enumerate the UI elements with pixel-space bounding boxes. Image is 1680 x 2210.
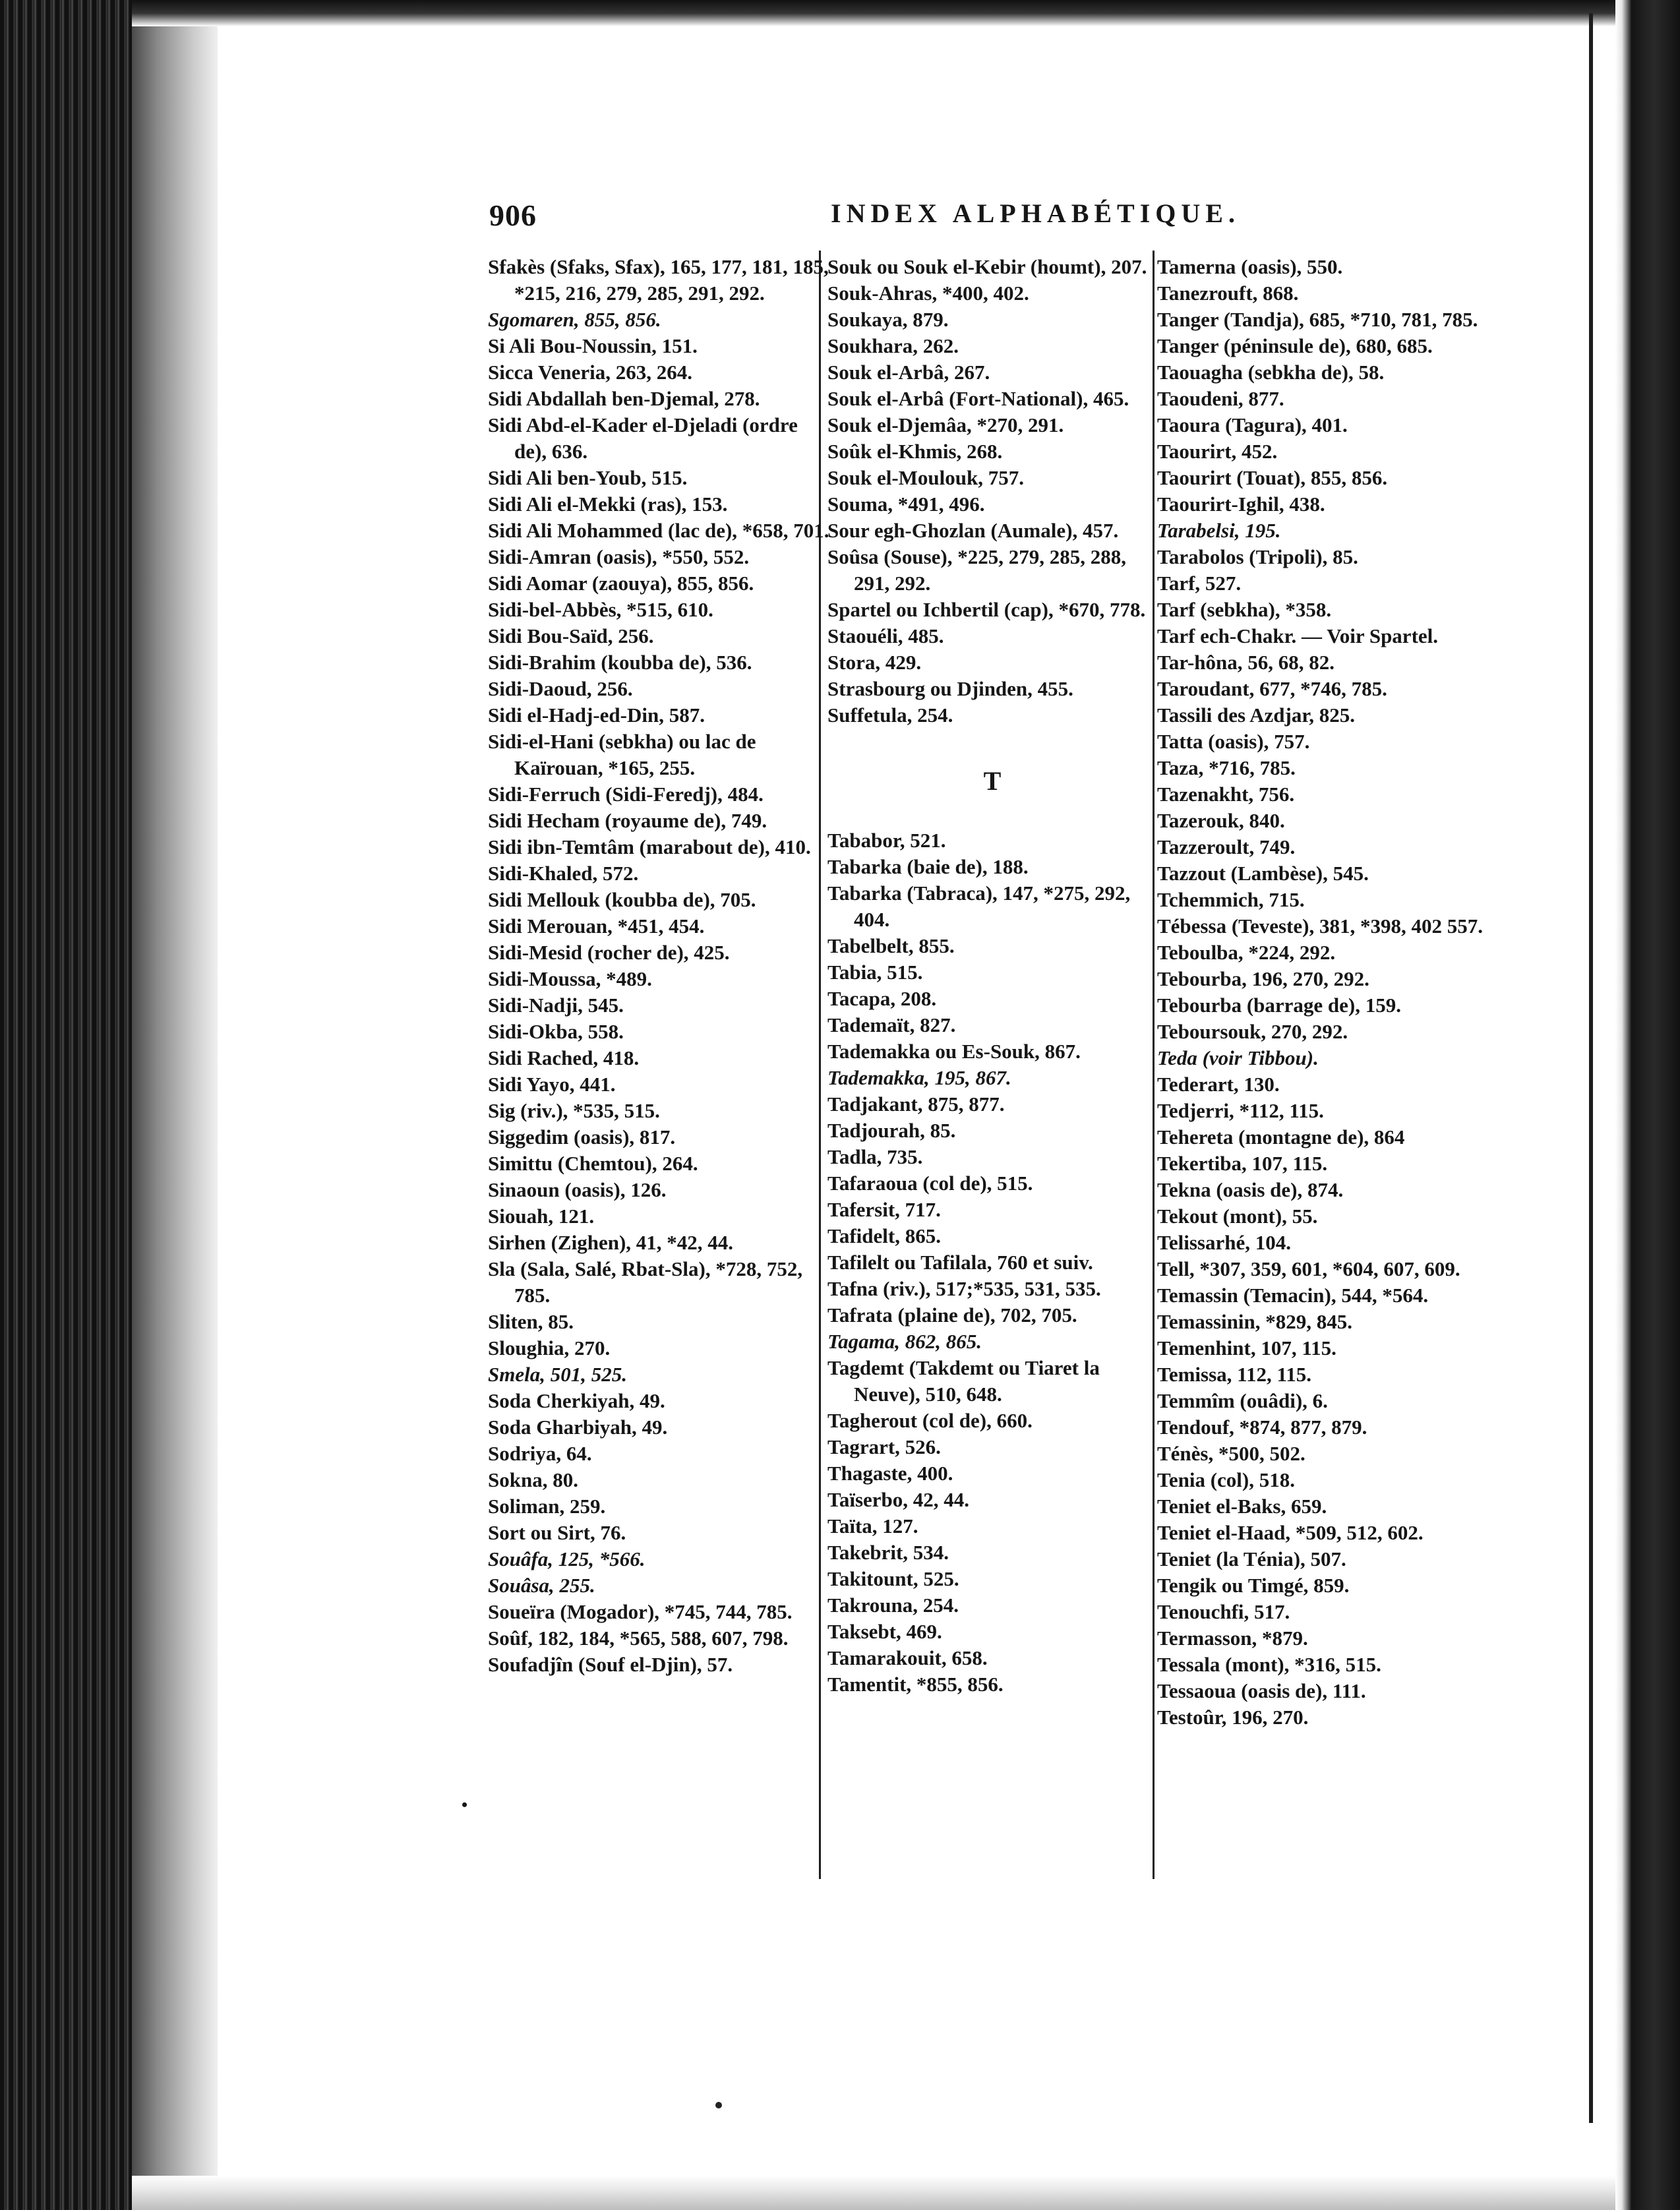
index-entry: Sla (Sala, Salé, Rbat-Sla), *728, 752, 785.	[488, 1257, 803, 1307]
index-entry: Tazzeroult, 749.	[1157, 835, 1296, 858]
index-entry: Ténès, *500, 502.	[1157, 1442, 1305, 1465]
index-entry: Tebourba, 196, 270, 292.	[1157, 967, 1369, 990]
index-entry: Tademakka, 195, 867.	[827, 1066, 1011, 1089]
index-entry: Sidi-Nadji, 545.	[488, 994, 624, 1017]
index-entry: Taoudeni, 877.	[1157, 387, 1284, 410]
index-entry: Tazzout (Lambèse), 545.	[1157, 862, 1369, 885]
index-entry: Termasson, *879.	[1157, 1627, 1308, 1650]
index-entry: Taza, *716, 785.	[1157, 756, 1296, 779]
right-edge-rule	[1589, 13, 1593, 2123]
index-entry: Tafidelt, 865.	[827, 1224, 941, 1247]
index-entry: Tadjakant, 875, 877.	[827, 1092, 1005, 1116]
index-entry: Tehereta (montagne de), 864	[1157, 1125, 1405, 1149]
index-entry: Taourirt, 452.	[1157, 440, 1278, 463]
index-entry: Tagherout (col de), 660.	[827, 1409, 1033, 1432]
index-entry: Taoura (Tagura), 401.	[1157, 413, 1348, 436]
index-entry: Tederart, 130.	[1157, 1073, 1280, 1096]
index-entry: Tabarka (baie de), 188.	[827, 855, 1029, 878]
page-top-shadow	[132, 0, 1615, 26]
index-entry: Sidi Ali ben-Youb, 515.	[488, 466, 688, 489]
index-entry: Souk el-Moulouk, 757.	[827, 466, 1025, 489]
index-entry: Tenouchfi, 517.	[1157, 1600, 1290, 1623]
index-entry: Tatta (oasis), 757.	[1157, 730, 1310, 753]
index-entry: Tamarakouit, 658.	[827, 1646, 988, 1669]
book-edge-left	[0, 0, 132, 2210]
index-entry: Tchemmich, 715.	[1157, 888, 1305, 911]
index-entry: Tafrata (plaine de), 702, 705.	[827, 1303, 1077, 1327]
index-entry: Strasbourg ou Djinden, 455.	[827, 677, 1073, 700]
index-entry: Sidi Ali Mohammed (lac de), *658, 701.	[488, 519, 829, 542]
index-entry: Tessaoua (oasis de), 111.	[1157, 1679, 1366, 1702]
index-entry: Taïserbo, 42, 44.	[827, 1488, 970, 1511]
index-entry: Testoûr, 196, 270.	[1157, 1706, 1309, 1729]
index-entry: Tafilelt ou Tafilala, 760 et suiv.	[827, 1251, 1093, 1274]
index-entry: Souk el-Arbâ (Fort-National), 465.	[827, 387, 1129, 410]
index-entry: Sort ou Sirt, 76.	[488, 1521, 626, 1544]
index-entry: Si Ali Bou-Noussin, 151.	[488, 334, 698, 357]
index-entry: Sinaoun (oasis), 126.	[488, 1178, 667, 1201]
index-entry: Tar-hôna, 56, 68, 82.	[1157, 651, 1335, 674]
index-entry: Sidi-Brahim (koubba de), 536.	[488, 651, 752, 674]
index-entry: Sidi Merouan, *451, 454.	[488, 914, 705, 938]
index-column-1	[488, 254, 831, 1678]
page-number: 906	[489, 198, 537, 232]
index-entry: Tazerouk, 840.	[1157, 809, 1285, 832]
index-entry: Sidi-Ferruch (Sidi-Feredj), 484.	[488, 783, 764, 806]
index-entry: Soukhara, 262.	[827, 334, 959, 357]
index-entry: Tademakka ou Es-Souk, 867.	[827, 1040, 1081, 1063]
index-entry: Sidi-Amran (oasis), *550, 552.	[488, 545, 750, 568]
index-entry: Sidi ibn-Temtâm (marabout de), 410.	[488, 835, 811, 858]
index-column-3	[1157, 254, 1500, 1731]
index-entry: Tababor, 521.	[827, 829, 946, 852]
index-entry: Smela, 501, 525.	[488, 1363, 627, 1386]
index-entry: Soda Gharbiyah, 49.	[488, 1416, 668, 1439]
index-entry: Souâfa, 125, *566.	[488, 1547, 645, 1570]
index-entry: Teboursouk, 270, 292.	[1157, 1020, 1348, 1043]
index-entry: Tarf, 527.	[1157, 572, 1242, 595]
index-column-2	[827, 254, 1157, 1698]
index-entry: Souk el-Djemâa, *270, 291.	[827, 413, 1064, 436]
index-entry: Tarf (sebkha), *358.	[1157, 598, 1332, 621]
index-entry: Sliten, 85.	[488, 1310, 574, 1333]
index-entry: Tagama, 862, 865.	[827, 1330, 982, 1353]
index-entry: Soufadjîn (Souf el-Djin), 57.	[488, 1653, 733, 1676]
index-entry: Sidi-Moussa, *489.	[488, 967, 652, 990]
index-entry: Tarabolos (Tripoli), 85.	[1157, 545, 1358, 568]
index-entry: Tarf ech-Chakr. — Voir Spartel.	[1157, 624, 1439, 647]
index-entry: Temassin (Temacin), 544, *564.	[1157, 1284, 1429, 1307]
book-edge-right	[1615, 0, 1680, 2210]
index-entry: Sour egh-Ghozlan (Aumale), 457.	[827, 519, 1119, 542]
index-column-2-s-entries	[827, 254, 1157, 729]
index-entry: Sidi-el-Hani (sebkha) ou lac de Kaïrouan, *165, 255.	[488, 730, 756, 779]
index-entry: Suffetula, 254.	[827, 703, 953, 727]
index-entry: Tebourba (barrage de), 159.	[1157, 994, 1401, 1017]
index-entry: Teniet el-Haad, *509, 512, 602.	[1157, 1521, 1424, 1544]
index-entry: Tekout (mont), 55.	[1157, 1205, 1318, 1228]
page-gutter-shadow	[132, 0, 218, 2210]
index-entry: Sirhen (Zighen), 41, *42, 44.	[488, 1231, 734, 1254]
index-entry: Sloughia, 270.	[488, 1336, 611, 1359]
index-entry: Sig (riv.), *535, 515.	[488, 1099, 660, 1122]
index-entry: Staouéli, 485.	[827, 624, 944, 647]
index-entry: Temmîm (ouâdi), 6.	[1157, 1389, 1328, 1412]
index-entry: Temassinin, *829, 845.	[1157, 1310, 1352, 1333]
index-column-2-t-entries	[827, 827, 1157, 1698]
index-entry: Tessala (mont), *316, 515.	[1157, 1653, 1381, 1676]
index-entry: Soûk el-Khmis, 268.	[827, 440, 1003, 463]
index-entry: Tendouf, *874, 877, 879.	[1157, 1416, 1367, 1439]
index-entry: Taïta, 127.	[827, 1514, 918, 1538]
index-entry: Sodriya, 64.	[488, 1442, 592, 1465]
index-entry: Sicca Veneria, 263, 264.	[488, 361, 692, 384]
index-entry: Sidi Yayo, 441.	[488, 1073, 616, 1096]
index-entry: Tedjerri, *112, 115.	[1157, 1099, 1324, 1122]
index-entry: Sidi Rached, 418.	[488, 1046, 640, 1069]
index-entry: Tengik ou Timgé, 859.	[1157, 1574, 1350, 1597]
index-entry: Siouah, 121.	[488, 1205, 595, 1228]
index-entry: Soûf, 182, 184, *565, 588, 607, 798.	[488, 1627, 789, 1650]
index-entry: Sidi Aomar (zaouya), 855, 856.	[488, 572, 754, 595]
stray-ink-dot	[715, 2102, 722, 2108]
index-entry: Taourirt (Touat), 855, 856.	[1157, 466, 1388, 489]
index-entry: Sidi-Khaled, 572.	[488, 862, 639, 885]
index-entry: Soueïra (Mogador), *745, 744, 785.	[488, 1600, 793, 1623]
index-entry: Tekertiba, 107, 115.	[1157, 1152, 1328, 1175]
index-entry: Tabelbelt, 855.	[827, 934, 955, 957]
index-entry: Sidi Mellouk (koubba de), 705.	[488, 888, 756, 911]
section-letter: T	[983, 766, 1002, 796]
index-entry: Souma, *491, 496.	[827, 493, 985, 516]
index-entry: Takrouna, 254.	[827, 1594, 959, 1617]
index-entry: Soukaya, 879.	[827, 308, 949, 331]
index-entry: Simittu (Chemtou), 264.	[488, 1152, 698, 1175]
index-entry: Stora, 429.	[827, 651, 922, 674]
index-entry: Sidi Bou-Saïd, 256.	[488, 624, 654, 647]
index-entry: Tademaït, 827.	[827, 1013, 956, 1036]
index-entry: Tamentit, *855, 856.	[827, 1673, 1004, 1696]
index-entry: Tafna (riv.), 517;*535, 531, 535.	[827, 1277, 1101, 1300]
index-entry: Tafaraoua (col de), 515.	[827, 1172, 1033, 1195]
index-entry: Sgomaren, 855, 856.	[488, 308, 661, 331]
index-entry: Taouagha (sebkha de), 58.	[1157, 361, 1385, 384]
index-entry: Teboulba, *224, 292.	[1157, 941, 1336, 964]
index-entry: Tadjourah, 85.	[827, 1119, 956, 1142]
index-entry: Sidi-Mesid (rocher de), 425.	[488, 941, 730, 964]
index-entry: Tazenakht, 756.	[1157, 783, 1295, 806]
index-entry: Sidi Abdallah ben-Djemal, 278.	[488, 387, 760, 410]
index-entry: Sidi Hecham (royaume de), 749.	[488, 809, 767, 832]
index-entry: Tassili des Azdjar, 825.	[1157, 703, 1356, 727]
index-entry: Soda Cherkiyah, 49.	[488, 1389, 665, 1412]
index-entry: Siggedim (oasis), 817.	[488, 1125, 676, 1149]
index-entry: Tanezrouft, 868.	[1157, 282, 1299, 305]
index-entry: Sidi Ali el-Mekki (ras), 153.	[488, 493, 728, 516]
index-entry: Tekna (oasis de), 874.	[1157, 1178, 1344, 1201]
margin-mark: •	[462, 1795, 468, 1814]
index-entry: Tagrart, 526.	[827, 1435, 941, 1458]
index-entry: Takitount, 525.	[827, 1567, 959, 1590]
index-entry: Spartel ou Ichbertil (cap), *670, 778.	[827, 598, 1146, 621]
index-entry: Souâsa, 255.	[488, 1574, 595, 1597]
index-entry: Tabarka (Tabraca), 147, *275, 292, 404.	[827, 881, 1131, 931]
index-entry: Tenia (col), 518.	[1157, 1468, 1295, 1491]
index-entry: Tadla, 735.	[827, 1145, 923, 1168]
index-entry: Sidi el-Hadj-ed-Din, 587.	[488, 703, 705, 727]
index-entry: Tagdemt (Takdemt ou Tiaret la Neuve), 510, 648.	[827, 1356, 1100, 1406]
index-entry: Teniet (la Ténia), 507.	[1157, 1547, 1346, 1570]
index-entry: Teda (voir Tibbou).	[1157, 1046, 1319, 1069]
index-entry: Tébessa (Teveste), 381, *398, 402 557.	[1157, 914, 1483, 938]
index-entry: Souk-Ahras, *400, 402.	[827, 282, 1029, 305]
index-entry: Soliman, 259.	[488, 1495, 606, 1518]
index-entry: Tamerna (oasis), 550.	[1157, 255, 1343, 278]
index-entry: Taourirt-Ighil, 438.	[1157, 493, 1325, 516]
index-entry: Telissarhé, 104.	[1157, 1231, 1291, 1254]
page-bottom-shadow	[132, 2176, 1615, 2210]
index-entry: Thagaste, 400.	[827, 1462, 953, 1485]
index-entry: Tanger (péninsule de), 680, 685.	[1157, 334, 1433, 357]
index-entry: Souk ou Souk el-Kebir (houmt), 207.	[827, 255, 1147, 278]
index-entry: Takebrit, 534.	[827, 1541, 949, 1564]
index-entry: Tarabelsi, 195.	[1157, 519, 1281, 542]
index-entry: Tell, *307, 359, 601, *604, 607, 609.	[1157, 1257, 1460, 1280]
index-entry: Sokna, 80.	[488, 1468, 578, 1491]
index-entry: Sidi-bel-Abbès, *515, 610.	[488, 598, 713, 621]
index-entry: Tacapa, 208.	[827, 987, 937, 1010]
running-head: INDEX ALPHABÉTIQUE.	[831, 198, 1240, 228]
index-entry: Temenhint, 107, 115.	[1157, 1336, 1336, 1359]
index-entry: Sidi-Okba, 558.	[488, 1020, 624, 1043]
index-entry: Tafersit, 717.	[827, 1198, 941, 1221]
index-entry: Teniet el-Baks, 659.	[1157, 1495, 1327, 1518]
index-entry: Souk el-Arbâ, 267.	[827, 361, 990, 384]
index-entry: Tabia, 515.	[827, 961, 923, 984]
index-entry: Sidi Abd-el-Kader el-Djeladi (ordre de), 636.	[488, 413, 798, 463]
index-entry: Temissa, 112, 115.	[1157, 1363, 1311, 1386]
index-entry: Soûsa (Souse), *225, 279, 285, 288, 291, 292.	[827, 545, 1126, 595]
index-entry: Sidi-Daoud, 256.	[488, 677, 633, 700]
index-entry: Tanger (Tandja), 685, *710, 781, 785.	[1157, 308, 1478, 331]
index-entry: Sfakès (Sfaks, Sfax), 165, 177, 181, 185, *215, 216, 279, 285, 291, 292.	[488, 255, 829, 305]
index-entry: Taroudant, 677, *746, 785.	[1157, 677, 1387, 700]
index-entry: Taksebt, 469.	[827, 1620, 942, 1643]
